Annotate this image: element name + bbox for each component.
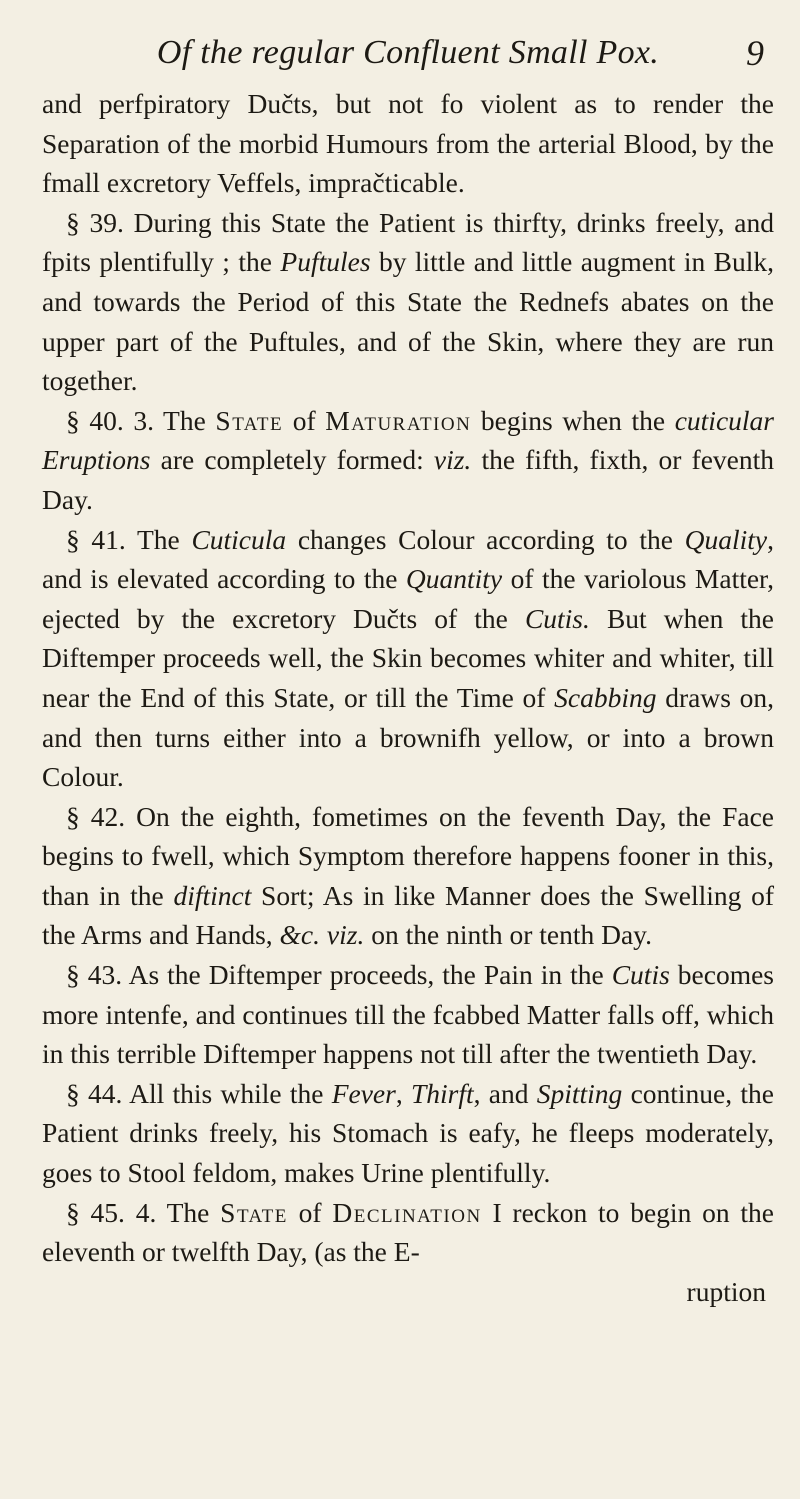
text-run: on the ninth or tenth Day. xyxy=(364,919,653,951)
small-caps-term: Declination xyxy=(332,1196,482,1228)
text-run: But when the Diftemper proceeds well, the Skin becomes whiter and whiter, till near the End of this State, or till the Time of xyxy=(42,602,774,713)
text-run: § 39. During this State the Patient is thirfty, drinks freely, and fpits plentifully ; the xyxy=(42,206,774,278)
text-run: of xyxy=(287,1196,333,1228)
italic-term: Quality xyxy=(684,523,768,555)
text-run: , and is elevated according to the xyxy=(42,523,774,595)
text-run: changes Colour according to the xyxy=(286,523,685,555)
italic-term: &c. xyxy=(279,919,321,951)
text-run: begins when the xyxy=(471,404,675,436)
italic-term: Cutis xyxy=(611,959,670,991)
paragraph-continuation xyxy=(42,84,774,203)
italic-term: viz. xyxy=(433,444,472,476)
italic-term: Thirft xyxy=(410,1077,474,1109)
small-caps-term: State xyxy=(220,1196,288,1228)
italic-term: Cuticula xyxy=(191,523,287,555)
italic-term: Fever xyxy=(331,1077,396,1109)
small-caps-term: Maturation xyxy=(325,404,472,436)
text-run: § 45. 4. The xyxy=(66,1196,221,1228)
running-title: Of the regular Confluent Small Pox. xyxy=(156,34,660,71)
text-run: by little and little augment in Bulk, and towards the Period of this State the Rednefs abates on the upper part of the Puftules, and of the Skin, where they are run together. xyxy=(42,246,774,397)
text-run: § 44. All this while the xyxy=(66,1077,332,1109)
text-run: , xyxy=(395,1077,411,1109)
italic-term: cuticular Eruptions xyxy=(42,404,774,476)
text-run: of the variolous Matter, ejected by the excretory Dučts of the xyxy=(42,563,774,634)
paragraph xyxy=(42,1074,774,1193)
paragraph xyxy=(42,520,774,797)
catchword: ruption xyxy=(686,1275,766,1307)
text-run: the fifth, fixth, or feventh Day. xyxy=(42,444,774,515)
paragraph xyxy=(42,797,774,955)
paragraph xyxy=(42,203,774,401)
text-run: § 41. The xyxy=(66,523,192,555)
italic-term: Spitting xyxy=(536,1077,623,1109)
italic-term: viz. xyxy=(326,919,365,951)
text-run: draws on, and then turns either into a brownifh yellow, or into a brown Colour. xyxy=(42,681,774,793)
text-run: , and xyxy=(473,1077,537,1109)
italic-term: diftinct xyxy=(173,879,252,911)
small-caps-term: State xyxy=(215,404,284,436)
text-run xyxy=(320,919,327,950)
paragraph xyxy=(42,1193,774,1272)
body-text xyxy=(42,84,774,1272)
text-run: § 40. 3. The xyxy=(66,404,216,436)
paragraph xyxy=(42,401,774,520)
italic-term: Scabbing xyxy=(554,681,657,713)
paragraph xyxy=(42,955,774,1074)
text-run: and perfpiratory Dučts, but not fo violent as to render the Separation of the morbid Humours from the arterial Blood, by the fmall excretory Veffels, impračticable. xyxy=(42,88,774,199)
text-run: becomes more intenfe, and continues till the fcabbed Matter falls off, which in this terrible Diftemper happens not till after the twentieth Day. xyxy=(42,959,774,1070)
text-run: are completely formed: xyxy=(150,444,434,476)
italic-term: Quantity xyxy=(405,563,503,595)
text-run: I reckon to begin on the eleventh or twelfth Day, (as the E- xyxy=(42,1196,774,1268)
running-head xyxy=(42,22,774,84)
italic-term: Cutis. xyxy=(524,602,590,634)
text-run: Sort; As in like Manner does the Swelling of the Arms and Hands, xyxy=(42,879,774,951)
italic-term: Puftules xyxy=(280,246,371,278)
text-run: § 42. On the eighth, fometimes on the feventh Day, the Face begins to fwell, which Symptom therefore happens fooner in this, than in the xyxy=(42,800,774,911)
text-run: continue, the Patient drinks freely, his Stomach is eafy, he fleeps moderately, goes to Stool feldom, makes Urine plentifully. xyxy=(42,1077,774,1189)
text-run: § 43. As the Diftemper proceeds, the Pain in the xyxy=(66,959,612,991)
text-run: of xyxy=(283,404,326,436)
page-number: 9 xyxy=(746,33,764,73)
